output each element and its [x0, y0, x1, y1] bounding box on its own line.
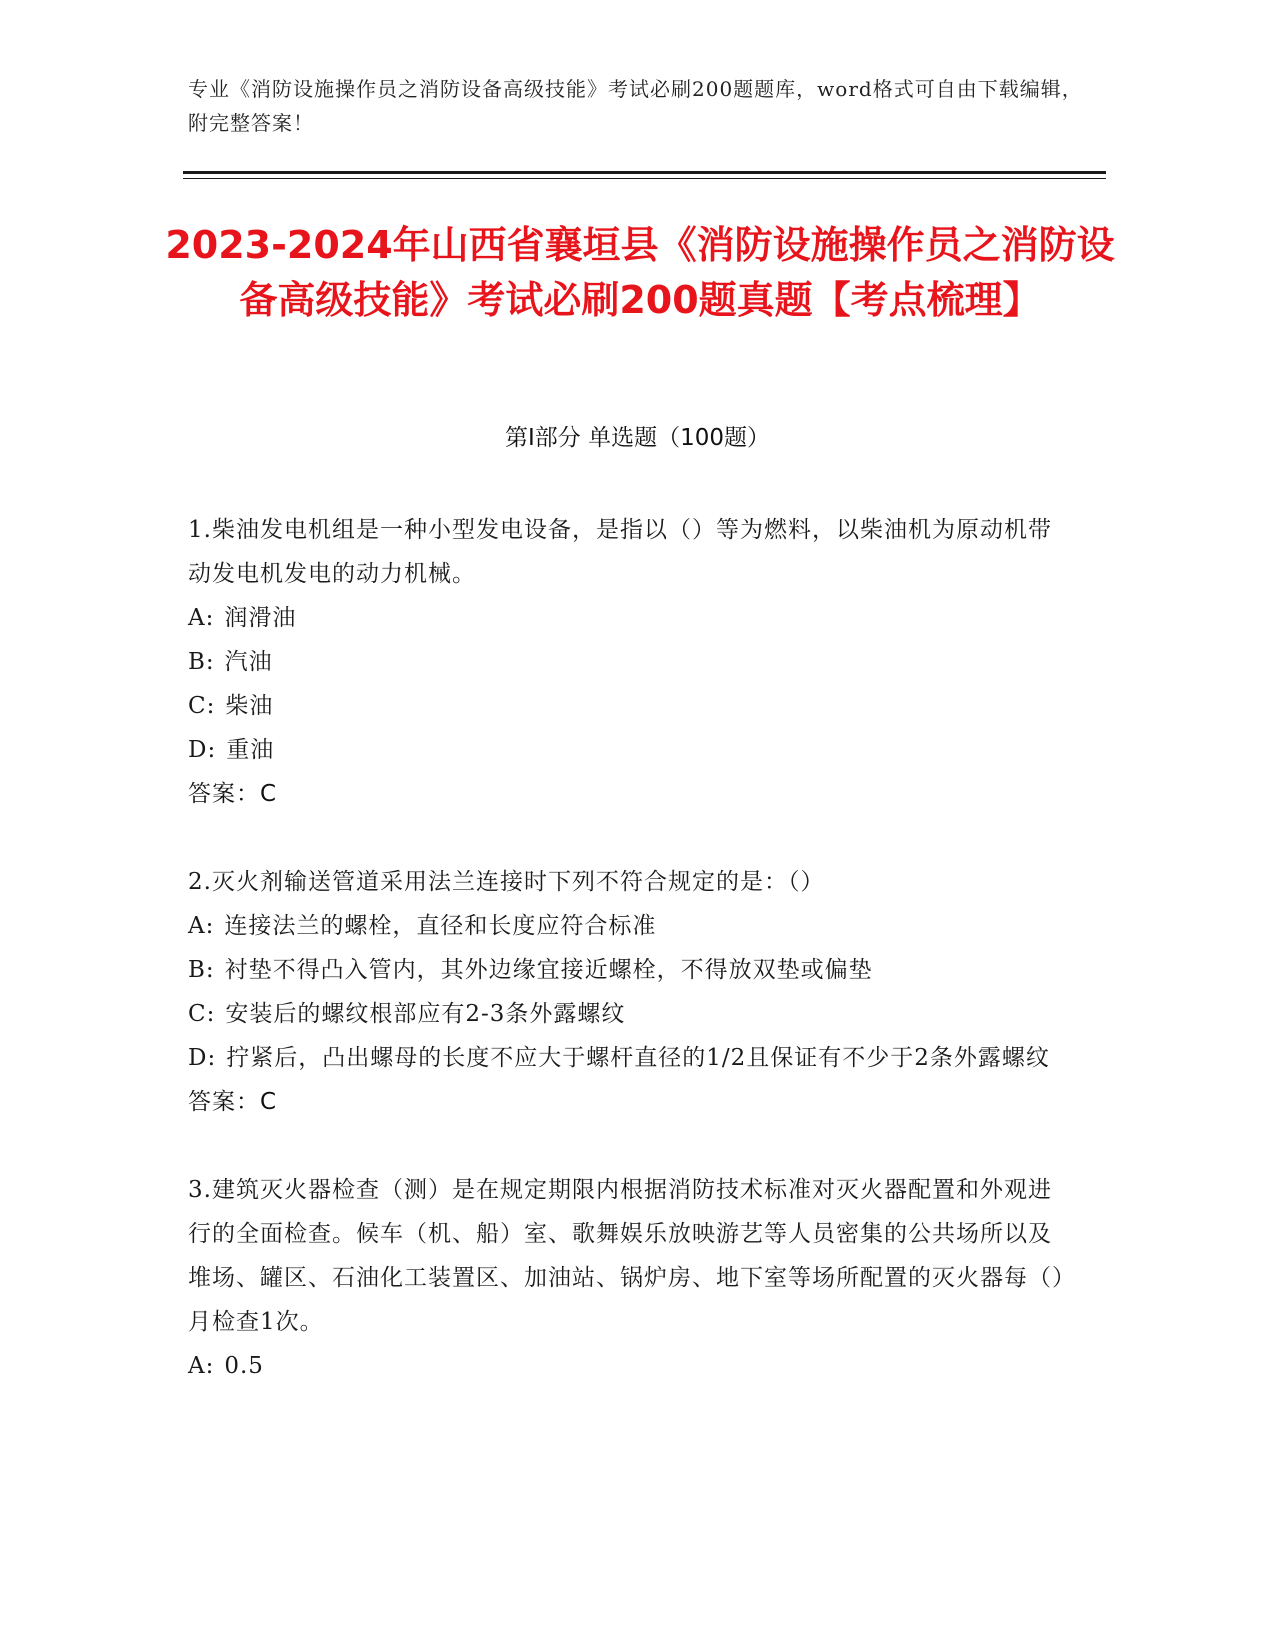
header-divider-thick — [183, 171, 1106, 174]
question-option — [188, 728, 1068, 772]
header-note: 专业《消防设施操作员之消防设备高级技能》考试必刷200题题库，word格式可自由下载编辑，附完整答案！ — [188, 77, 1083, 135]
question-list — [188, 508, 1068, 1432]
question-option — [188, 948, 1068, 992]
question-option — [188, 640, 1068, 684]
option-text: 柴油 — [225, 693, 274, 719]
question-option — [188, 596, 1068, 640]
option-label: A: — [188, 1353, 215, 1379]
question-stem: 3.建筑灭火器检查（测）是在规定期限内根据消防技术标准对灭火器配置和外观进行的全面检查。候车（机、船）室、歌舞娱乐放映游艺等人员密集的公共场所以及堆场、罐区、石油化工装置区、加油站、锅炉房、地下室等场所配置的灭火器每（）月检查1次。 — [188, 1177, 1065, 1335]
section-heading: 第I部分 单选题（100题） — [505, 425, 770, 451]
question-item — [188, 508, 1068, 816]
option-label: C: — [188, 693, 216, 719]
question-option — [188, 904, 1068, 948]
option-text: 连接法兰的螺栓，直径和长度应符合标准 — [224, 913, 657, 939]
option-text: 衬垫不得凸入管内，其外边缘宜接近螺栓，不得放双垫或偏垫 — [224, 957, 873, 983]
option-label: A: — [188, 605, 215, 631]
question-option — [188, 1344, 1068, 1388]
question-answer: 答案：C — [188, 781, 278, 807]
question-answer: 答案：C — [188, 1089, 278, 1115]
option-text: 润滑油 — [224, 605, 297, 631]
option-label: B: — [188, 649, 215, 675]
option-text: 0.5 — [224, 1353, 264, 1379]
question-item — [188, 1168, 1068, 1388]
question-option — [188, 992, 1068, 1036]
option-label: B: — [188, 957, 215, 983]
option-label: D: — [188, 737, 217, 763]
option-text: 安装后的螺纹根部应有2-3条外露螺纹 — [225, 1001, 626, 1027]
question-option — [188, 684, 1068, 728]
document-title: 2023-2024年山西省襄垣县《消防设施操作员之消防设备高级技能》考试必刷200题真题【考点梳理】 — [165, 223, 1115, 322]
header-divider-thin — [183, 178, 1106, 179]
option-label: C: — [188, 1001, 216, 1027]
option-label: A: — [188, 913, 215, 939]
option-text: 汽油 — [224, 649, 273, 675]
question-option — [188, 1036, 1068, 1080]
question-stem: 2.灭火剂输送管道采用法兰连接时下列不符合规定的是：（） — [188, 869, 825, 895]
option-text: 拧紧后，凸出螺母的长度不应大于螺杆直径的1/2且保证有不少于2条外露螺纹 — [226, 1045, 1050, 1071]
option-text: 重油 — [226, 737, 275, 763]
question-item — [188, 860, 1068, 1124]
question-stem: 1.柴油发电机组是一种小型发电设备，是指以（）等为燃料，以柴油机为原动机带动发电机发电的动力机械。 — [188, 517, 1052, 587]
option-label: D: — [188, 1045, 217, 1071]
